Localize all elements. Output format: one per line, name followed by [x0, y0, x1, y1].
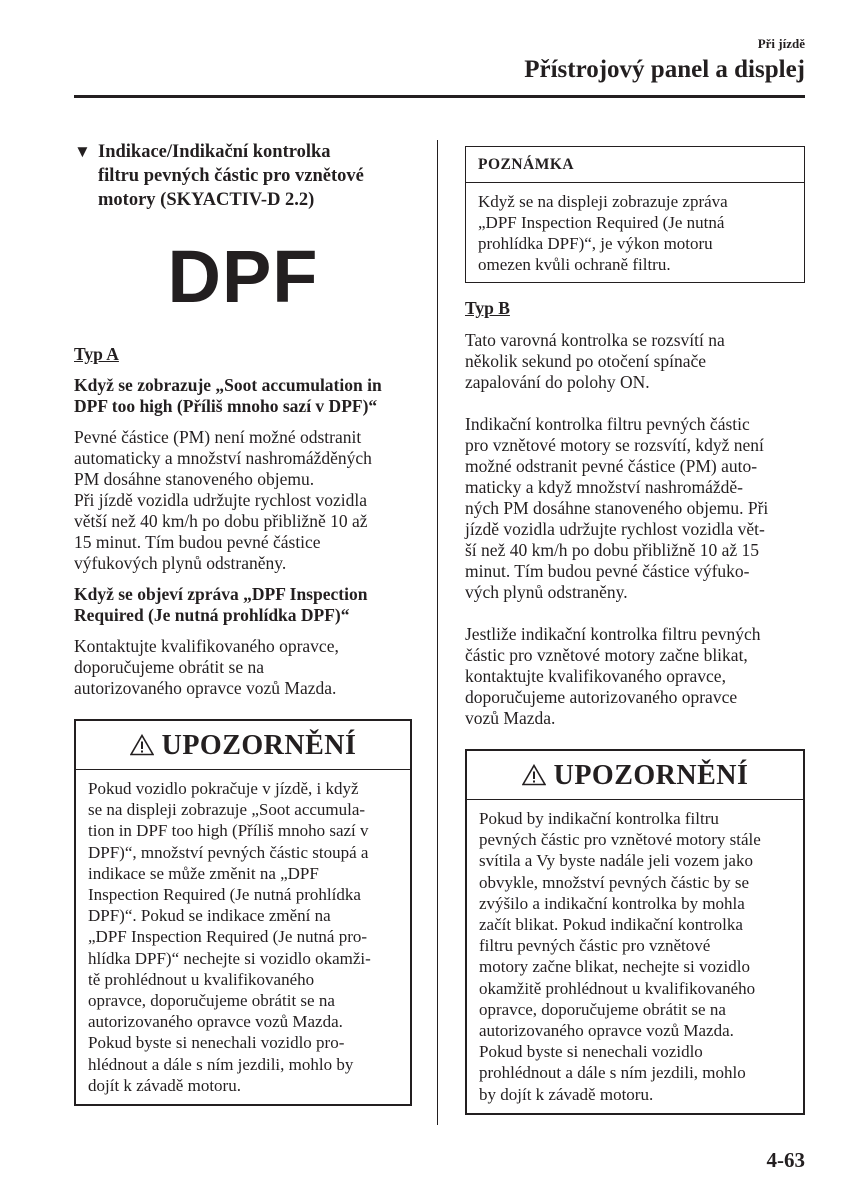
- left-column: [74, 140, 412, 1106]
- warning-header: [76, 721, 410, 770]
- warning-title: UPOZORNĚNÍ: [553, 759, 749, 791]
- triangle-bullet-icon: ▼: [74, 142, 91, 161]
- chapter-label: Při jízdě: [757, 36, 805, 51]
- warning-triangle-icon: [522, 764, 546, 786]
- note-title: POZNÁMKA: [466, 147, 804, 183]
- type-b-paragraph-2: Indikační kontrolka filtru pevných částic pro vznětové motory se rozsvítí, když není možné odstranit pevné částice (PM) auto- maticky a když množství nashromáždě- ných PM dosáhne stanoveného objemu. Při jízdě vozidla udržujte rychlost vozidla vět- ší než 40 km/h po dobu přibližně 10 až 15 minut. Tím budou pevné částice výfuko- vých plynů odstraněny.: [465, 414, 769, 602]
- warning-text: Pokud vozidlo pokračuje v jízdě, i když se na displeji zobrazuje „Soot accumula- tion in DPF too high (Příliš mnoho sazí v DPF)“, množství pevných částic stoupá a indikace se může změnit na „DPF Inspection Required (Je nutná prohlídka DPF)“. Pokud se indikace změní na „DPF Inspection Required (Je nutná pro- hlídka DPF)“ nechejte si vozidlo okamži- tě prohlédnout u kvalifikovaného opravce, doporučujeme obrátit se na autorizovaného opravce vozů Mazda. Pokud byste si nenechali vozidlo pro- hlédnout a dále s ním jezdili, mohlo by dojít k závadě motoru.: [88, 779, 371, 1095]
- soot-accumulation-text-1: Pevné částice (PM) není možné odstranit automaticky a množství nashromážděných PM dosáhne stanoveného objemu.: [74, 427, 372, 489]
- section-heading: [74, 140, 412, 212]
- type-b-paragraph-3: Jestliže indikační kontrolka filtru pevných částic pro vznětové motory začne blikat, kontaktujte kvalifikovaného opravce, doporučujeme autorizovaného opravce vozů Mazda.: [465, 624, 761, 728]
- header-rule: [74, 95, 805, 98]
- dpf-inspection-text: Kontaktujte kvalifikovaného opravce, doporučujeme obrátit se na autorizovaného opravce vozů Mazda.: [74, 636, 339, 698]
- type-b-paragraph-1: Tato varovná kontrolka se rozsvítí na několik sekund po otočení spínače zapalování do polohy ON.: [465, 330, 725, 392]
- type-a-label: Typ A: [74, 344, 119, 364]
- section-title-text: Indikace/Indikační kontrolka filtru pevných částic pro vznětové motory (SKYACTIV-D 2.2): [98, 142, 364, 210]
- soot-accumulation-heading: Když se zobrazuje „Soot accumulation in DPF too high (Příliš mnoho sazí v DPF)“: [74, 375, 382, 416]
- warning-box-left: [74, 719, 412, 1106]
- warning-triangle-icon: [130, 734, 154, 756]
- dpf-inspection-heading: Když se objeví zpráva „DPF Inspection Required (Je nutná prohlídka DPF)“: [74, 584, 368, 625]
- note-text: Když se na displeji zobrazuje zpráva „DPF Inspection Required (Je nutná prohlídka DPF)“, je výkon motoru omezen kvůli ochraně filtru.: [478, 192, 728, 274]
- page-title: Přístrojový panel a displej: [524, 56, 805, 83]
- note-box: [465, 146, 805, 283]
- type-b-label: Typ B: [465, 298, 510, 318]
- warning-box-right: [465, 749, 805, 1115]
- right-column: [465, 146, 805, 1115]
- page-number: 4-63: [766, 1148, 805, 1172]
- column-divider: [437, 140, 438, 1125]
- dpf-indicator-symbol: DPF: [167, 235, 319, 318]
- soot-accumulation-text-2: Při jízdě vozidla udržujte rychlost vozidla větší než 40 km/h po dobu přibližně 10 až 15 minut. Tím budou pevné částice výfukových plynů odstraněny.: [74, 490, 368, 573]
- warning-header: [467, 751, 803, 800]
- warning-title: UPOZORNĚNÍ: [161, 729, 357, 761]
- warning-text: Pokud by indikační kontrolka filtru pevných částic pro vznětové motory stále svítila a Vy byste nadále jeli vozem jako obvykle, množství pevných částic by se zvýšilo a indikační kontrolka by mohla začít blikat. Pokud indikační kontrolka filtru pevných částic pro vznětové motory začne blikat, nechejte si vozidlo okamžitě prohlédnout u kvalifikovaného opravce, doporučujeme obrátit se na autorizovaného opravce vozů Mazda. Pokud byste si nenechali vozidlo prohlédnout a dále s ním jezdili, mohlo by dojít k závadě motoru.: [479, 809, 761, 1104]
